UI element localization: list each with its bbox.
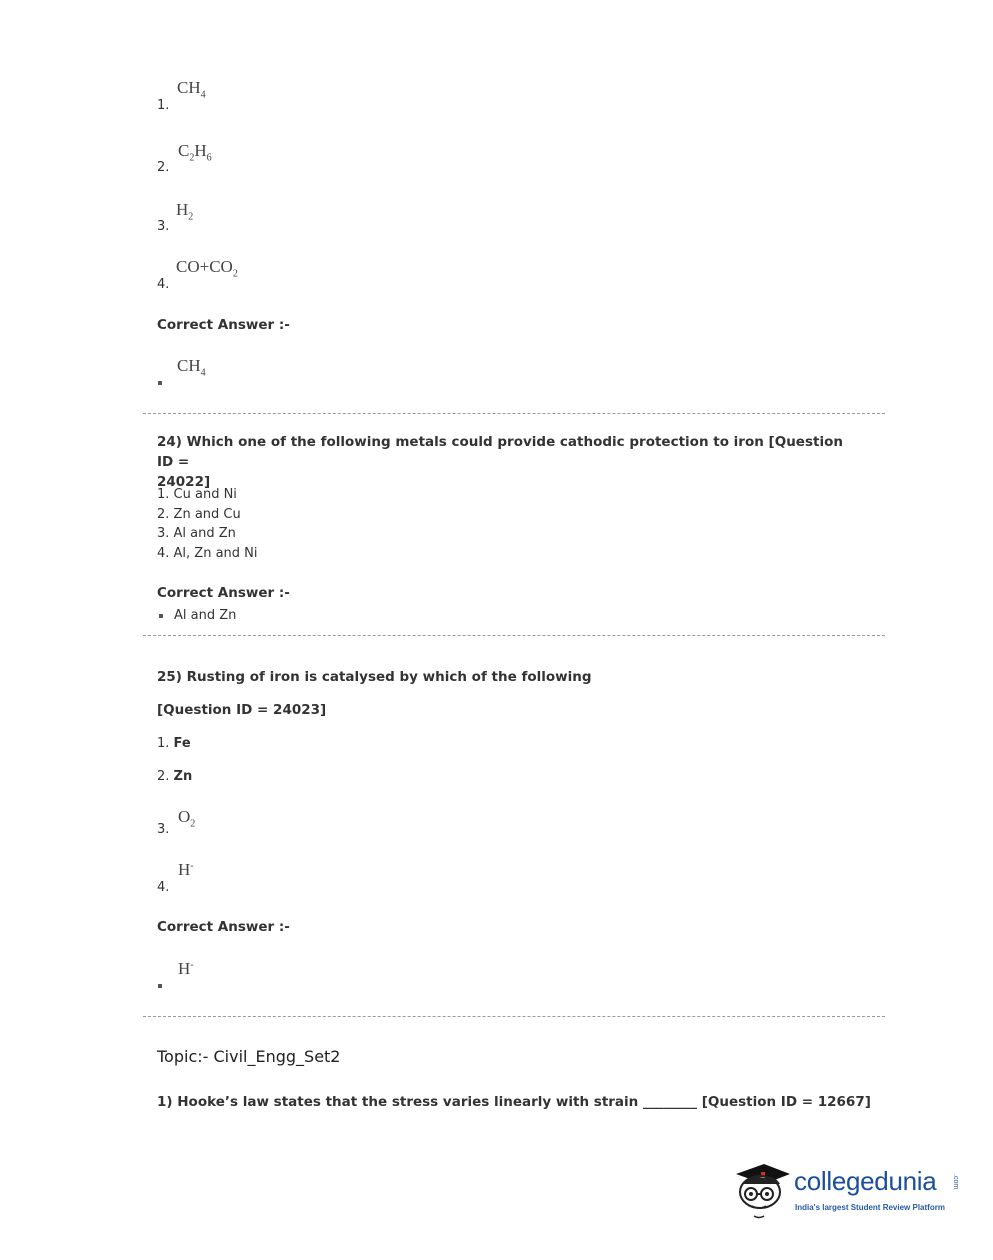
question-text: 24) Which one of the following metals could provide cathodic protection to iron [Question ID = 24022] — [157, 434, 843, 490]
option-number: 1. — [157, 98, 170, 113]
logo-wordmark: collegedunia — [794, 1166, 937, 1196]
option-item: 1. Fe — [157, 736, 191, 751]
option-item: 2. Zn — [157, 769, 193, 784]
option-item: 3. Al and Zn — [157, 526, 236, 541]
logo-mascot — [734, 1152, 794, 1222]
option-number: 2. — [157, 160, 170, 175]
option-number: 4. — [157, 277, 170, 292]
option-number: 4. — [157, 880, 170, 895]
option-number: 3. — [157, 822, 170, 837]
question-text: 1) Hooke’s law states that the stress varies linearly with strain ________ [Question ID = 12667] — [157, 1094, 871, 1110]
separator — [143, 413, 885, 414]
option-formula: $CO+CO_2$ — [176, 257, 238, 280]
option-item: 2. Zn and Cu — [157, 507, 241, 522]
option-formula: $C_2H_6$ — [178, 141, 212, 164]
bullet — [158, 381, 162, 385]
question-text: 25) Rusting of iron is catalysed by which of the following — [157, 669, 592, 685]
correct-answer-label: Correct Answer :- — [157, 317, 290, 333]
option-formula: H- — [178, 860, 194, 879]
separator — [143, 1016, 885, 1017]
correct-answer-label: Correct Answer :- — [157, 585, 290, 601]
option-formula: $H_2$ — [176, 200, 194, 223]
answer-formula: $CH_4$ — [177, 356, 206, 379]
option-item: 4. Al, Zn and Ni — [157, 546, 258, 561]
correct-answer-label: Correct Answer :- — [157, 919, 290, 935]
option-formula: $CH_4$ — [177, 78, 206, 101]
bullet — [158, 984, 162, 988]
answer-text: Al and Zn — [174, 608, 237, 623]
logo-dotcom: .com — [952, 1174, 959, 1190]
option-number: 3. — [157, 219, 170, 234]
option-item: 1. Cu and Ni — [157, 487, 237, 502]
bullet — [159, 614, 163, 618]
answer-formula: H- — [178, 959, 194, 978]
separator — [143, 635, 885, 636]
logo-tagline: India's largest Student Review Platform — [795, 1203, 945, 1212]
question-id: [Question ID = 24023] — [157, 702, 327, 718]
option-formula: $O_2$ — [178, 807, 196, 830]
topic-heading: Topic:- Civil_Engg_Set2 — [157, 1047, 341, 1066]
